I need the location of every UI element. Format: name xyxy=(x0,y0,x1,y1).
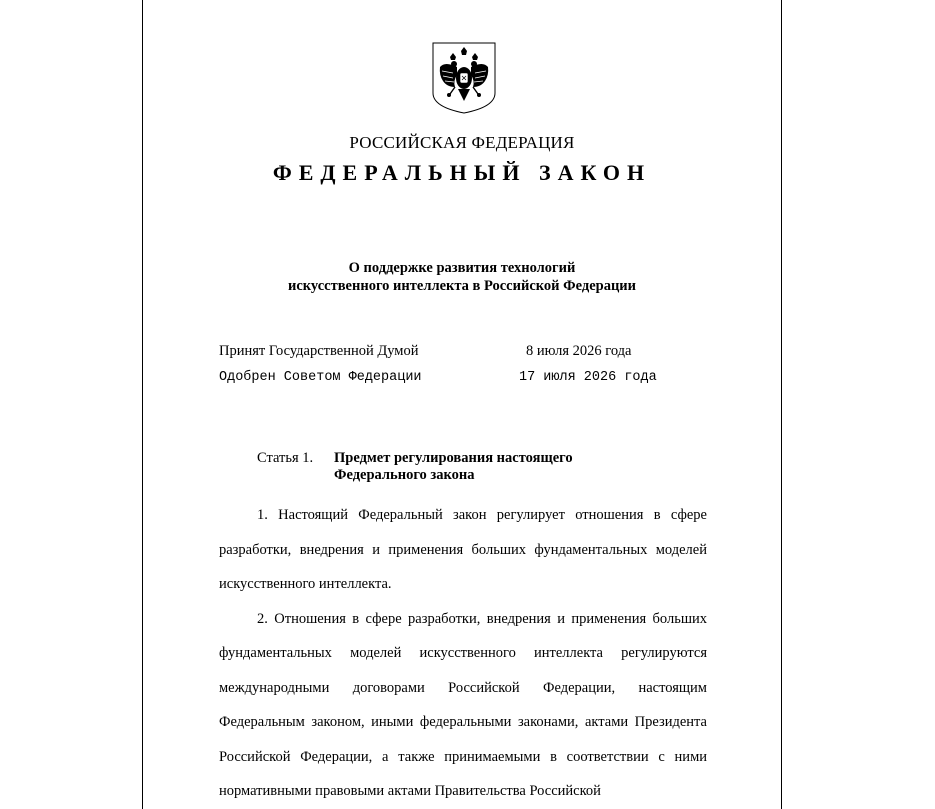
paragraph-2: 2. Отношения в сфере разработки, внедрения и применения больших фундаментальных моделей искусственного интеллекта регулируются международными договорами Российской Федерации, настоящим Федеральным законом, иными федеральными законами, актами Президента Российской Федерации, а также принимаемыми в соответствии с ними нормативными правовыми актами Правительства Российской xyxy=(219,610,707,799)
paragraph-1: 1. Настоящий Федеральный закон регулирует отношения в сфере разработки, внедрения и применения больших фундаментальных моделей искусственного интеллекта. xyxy=(219,507,707,592)
article-body xyxy=(219,498,707,809)
law-title xyxy=(143,259,781,295)
adoption-duma-label: Принят Государственной Думой xyxy=(219,343,419,359)
law-title-line-1: О поддержке развития технологий xyxy=(348,260,576,276)
adoption-duma-date: 8 июля 2026 года xyxy=(526,343,632,359)
law-type-heading: ФЕДЕРАЛЬНЫЙ ЗАКОН xyxy=(272,160,652,185)
article-title xyxy=(334,450,573,484)
adoption-council-label: Одобрен Советом Федерации xyxy=(219,370,422,385)
state-emblem-icon xyxy=(431,41,497,115)
law-title-line-2: искусственного интеллекта в Российской Федерации xyxy=(287,278,637,294)
article-title-line-2: Федерального закона xyxy=(334,467,475,483)
adoption-council-date: 17 июля 2026 года xyxy=(519,370,657,385)
document-page xyxy=(142,0,782,809)
article-number: Статья 1. xyxy=(257,450,314,466)
country-name: РОССИЙСКАЯ ФЕДЕРАЦИЯ xyxy=(349,133,575,152)
article-title-line-1: Предмет регулирования настоящего xyxy=(334,450,573,466)
